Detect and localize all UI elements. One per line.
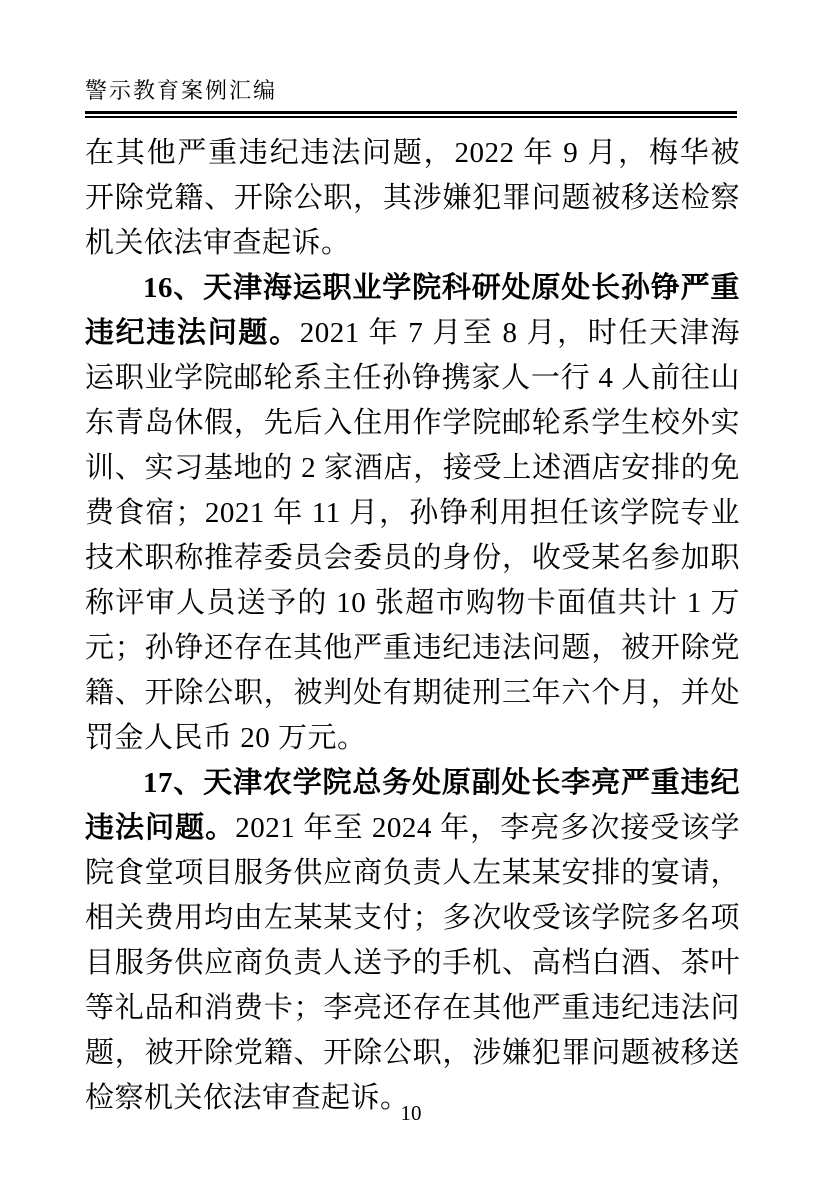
- case17-body-text: 2021 年至 2024 年，李亮多次接受该学院食堂项目服务供应商负责人左某某安排的宴请，相关费用均由左某某支付；多次收受该学院多名项目服务供应商负责人送予的手机、高档白酒、茶叶等礼品和消费卡；李亮还存在其他严重违纪违法问题，被开除党籍、开除公职，涉嫌犯罪问题被移送检察机关依法审查起诉。: [85, 812, 740, 1114]
- document-body: [85, 131, 740, 1121]
- paragraph-case16: [85, 266, 740, 761]
- case16-heading: 16、天津海运职业学院科研处原处长孙铮严重违纪违法问题。: [85, 272, 740, 349]
- page-footer: [0, 1100, 822, 1126]
- header-divider: [85, 111, 737, 118]
- page-number: 10: [400, 1101, 422, 1125]
- case16-body-text: 2021 年 7 月至 8 月，时任天津海运职业学院邮轮系主任孙铮携家人一行 4 人前往山东青岛休假，先后入住用作学院邮轮系学生校外实训、实习基地的 2 家酒店，接受上述酒店安排的免费食宿；2021 年 11 月，孙铮利用担任该学院专业技术职称推荐委员会委员的身份，收受某名参加职称评审人员送予的 10 张超市购物卡面值共计 1 万元；孙铮还存在其他严重违纪违法问题，被开除党籍、开除公职，被判处有期徒刑三年六个月，并处罚金人民币 20 万元。: [85, 317, 740, 754]
- paragraph-case17: [85, 761, 740, 1121]
- page-header: [85, 78, 737, 118]
- header-title: 警示教育案例汇编: [85, 78, 278, 103]
- case17-heading: 17、天津农学院总务处原副处长李亮严重违纪违法问题。: [85, 767, 740, 844]
- header-divider-thin-line: [85, 116, 737, 118]
- paragraph-case15-conclusion: 在其他严重违纪违法问题，2022 年 9 月，梅华被开除党籍、开除公职，其涉嫌犯罪问题被移送检察机关依法审查起诉。: [85, 137, 740, 259]
